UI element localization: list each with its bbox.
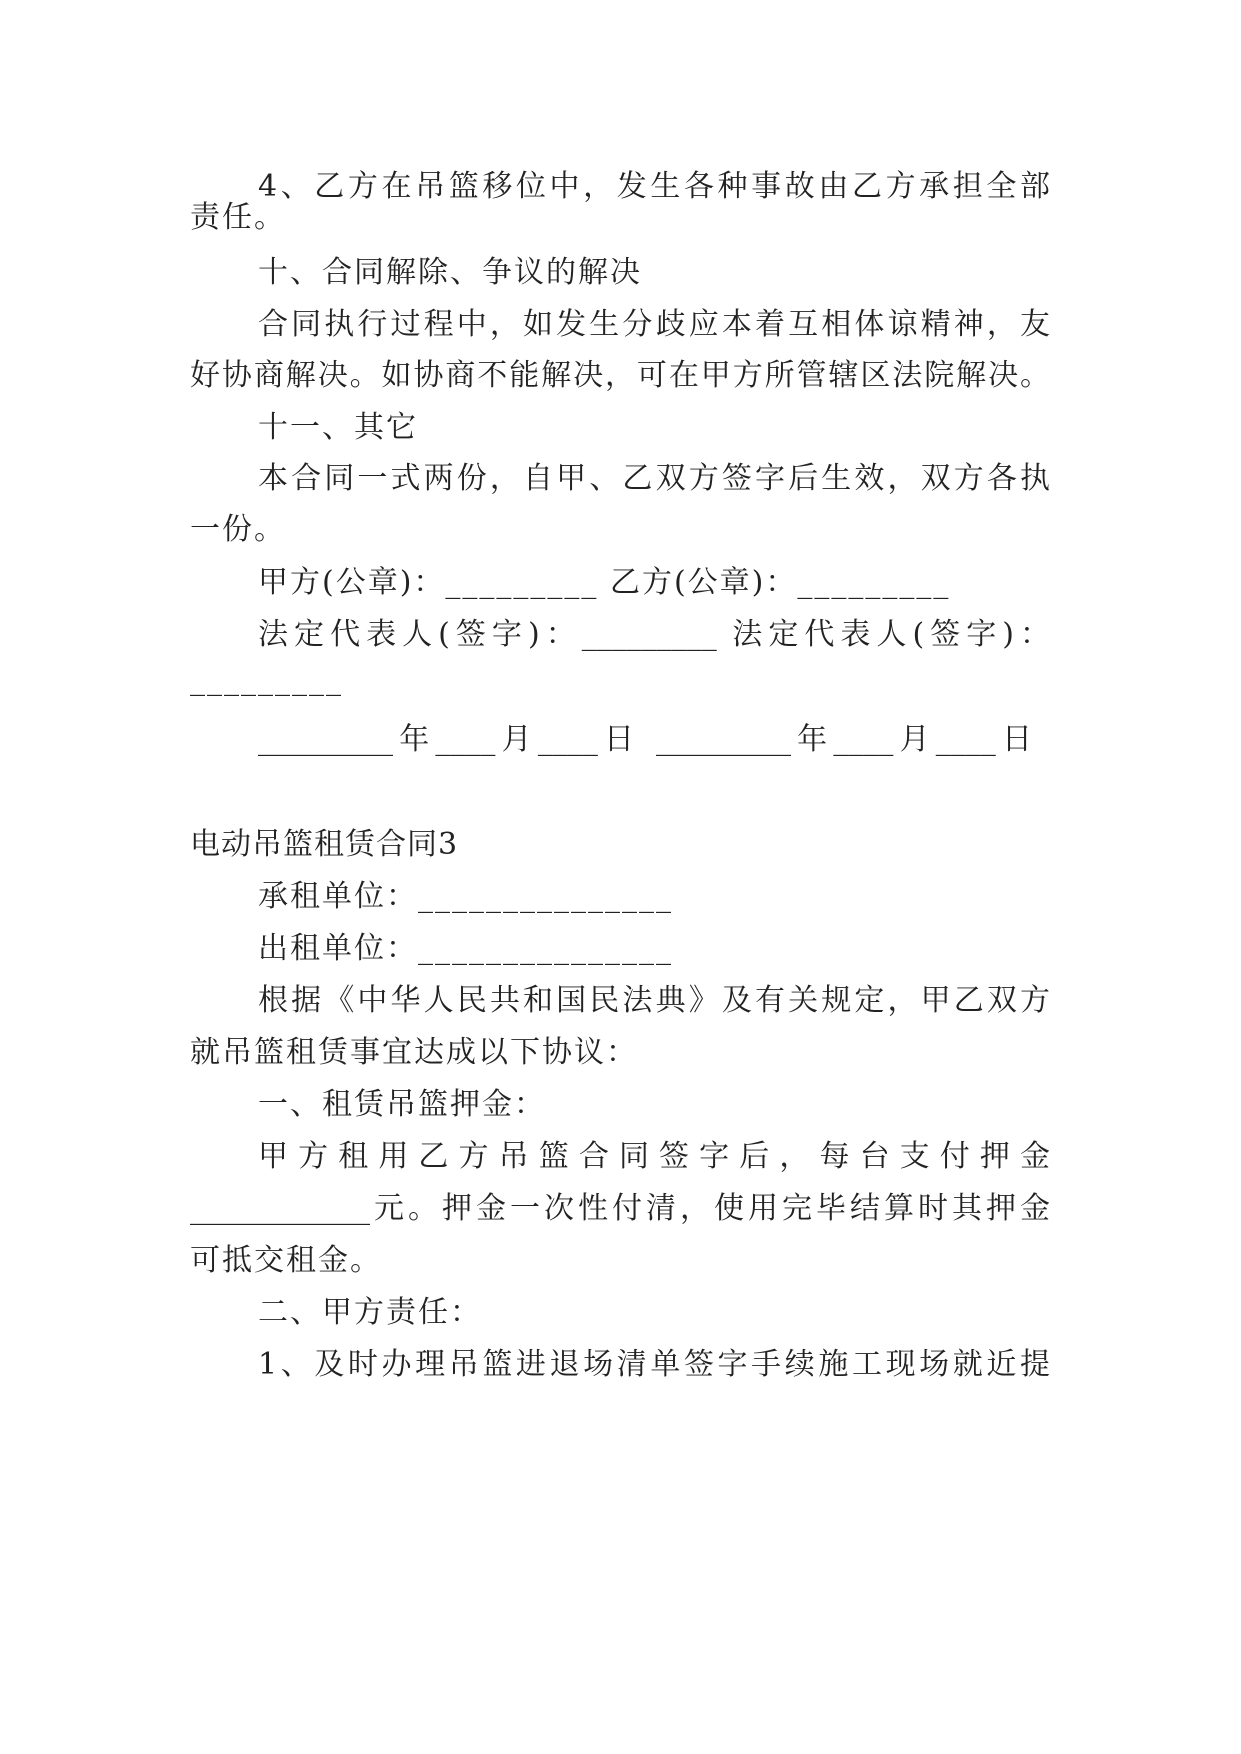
basis-paragraph-line-1: 根据《中华人民共和国民法典》及有关规定，甲乙双方 <box>258 983 1050 1018</box>
lessee-unit-line: 承租单位：_______________ <box>258 879 673 914</box>
representative-signature-line: 法定代表人(签字)：_________ 法定代表人(签字)： <box>258 617 1050 652</box>
deposit-paragraph-line-1: 甲方租用乙方吊篮合同签字后，每台支付押金 <box>258 1139 1050 1174</box>
seal-signature-line: 甲方(公章)：_________ 乙方(公章)：_________ <box>258 565 951 600</box>
deposit-paragraph-line-2: ____________元。押金一次性付清，使用完毕结算时其押金 <box>190 1191 1050 1226</box>
dispute-paragraph-line-2: 好协商解决。如协商不能解决，可在甲方所管辖区法院解决。 <box>190 358 1050 393</box>
section-heading-ten: 十、合同解除、争议的解决 <box>258 255 642 290</box>
section-heading-party-a-duties: 二、甲方责任： <box>258 1295 482 1330</box>
representative-blank-line: _________ <box>190 662 343 697</box>
copies-paragraph-line-1: 本合同一式两份，自甲、乙双方签字后生效，双方各执 <box>258 461 1050 496</box>
lessor-unit-line: 出租单位：_______________ <box>258 931 673 966</box>
copies-paragraph-line-2: 一份。 <box>190 512 286 547</box>
section-heading-deposit: 一、租赁吊篮押金： <box>258 1087 546 1122</box>
basis-paragraph-line-2: 就吊篮租赁事宜达成以下协议： <box>190 1035 638 1070</box>
dispute-paragraph-line-1: 合同执行过程中，如发生分歧应本着互相体谅精神，友 <box>258 307 1050 342</box>
section-heading-eleven: 十一、其它 <box>258 410 418 445</box>
clause-4-line-2: 责任。 <box>190 200 286 235</box>
deposit-paragraph-line-3: 可抵交租金。 <box>190 1243 382 1278</box>
duty-1-line-1: 1、及时办理吊篮进退场清单签字手续施工现场就近提 <box>258 1347 1050 1382</box>
date-line: _________年____月____日 _________年____月____日 <box>258 722 1032 757</box>
clause-4-line-1: 4、乙方在吊篮移位中，发生各种事故由乙方承担全部 <box>258 169 1050 204</box>
contract-title-3: 电动吊篮租赁合同3 <box>190 827 459 862</box>
